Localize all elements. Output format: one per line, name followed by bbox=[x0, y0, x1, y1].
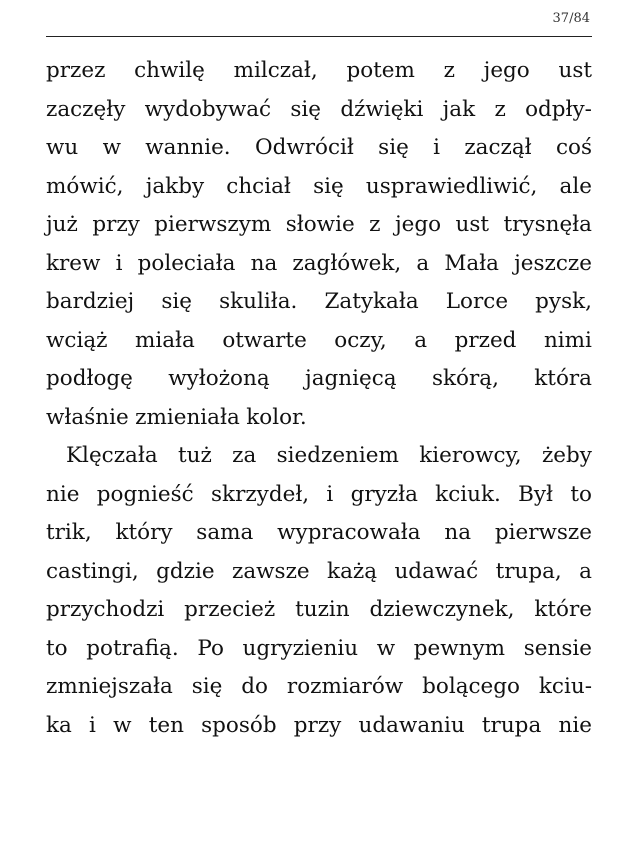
word: w bbox=[376, 635, 396, 661]
word: się bbox=[161, 289, 192, 314]
word: się bbox=[290, 96, 322, 122]
word: na bbox=[250, 250, 278, 276]
text-line bbox=[46, 322, 592, 361]
word: przy bbox=[92, 212, 140, 237]
word: chciał bbox=[226, 173, 291, 199]
word: ugryzieniu bbox=[242, 635, 359, 661]
word: przez bbox=[46, 58, 106, 83]
word: słowie bbox=[285, 212, 355, 237]
word: jakby bbox=[145, 173, 205, 199]
word: oczy, bbox=[334, 327, 387, 353]
word: nie bbox=[558, 712, 592, 738]
word: ka bbox=[46, 712, 72, 738]
text-line bbox=[46, 129, 592, 168]
header-divider bbox=[46, 36, 592, 37]
word: przed bbox=[454, 327, 517, 353]
word: to bbox=[570, 481, 592, 507]
word: sama bbox=[196, 520, 254, 545]
word: skórą, bbox=[431, 366, 499, 391]
word: w bbox=[113, 712, 132, 738]
word: przecież bbox=[184, 597, 276, 622]
word: udawać bbox=[394, 558, 479, 584]
word: gryzła bbox=[350, 481, 418, 507]
text-line bbox=[46, 168, 592, 207]
word: Klęczała bbox=[66, 443, 158, 468]
text-line bbox=[46, 476, 592, 515]
word: skuliła. bbox=[219, 289, 298, 314]
word: z bbox=[494, 96, 506, 122]
word: trupa bbox=[481, 712, 542, 738]
word: Zatykała bbox=[324, 289, 419, 314]
word: który bbox=[115, 520, 173, 545]
text-line bbox=[46, 668, 592, 707]
word: kierowcy, bbox=[419, 443, 522, 468]
word: mówić, bbox=[46, 173, 124, 199]
word: skrzydeł, bbox=[211, 481, 310, 507]
word: z bbox=[369, 212, 381, 237]
word: pognieść bbox=[96, 481, 194, 507]
word: na bbox=[444, 520, 472, 545]
word: zaczął bbox=[464, 135, 532, 160]
word: z bbox=[443, 58, 455, 83]
word: wypracowała bbox=[277, 520, 421, 545]
word: zawsze bbox=[232, 558, 310, 584]
word: trik, bbox=[46, 520, 92, 545]
text-line bbox=[46, 630, 592, 669]
word: nie bbox=[46, 481, 80, 507]
word: się bbox=[378, 135, 409, 160]
word: jego bbox=[483, 58, 530, 83]
word: nimi bbox=[543, 327, 592, 353]
word: kolor. bbox=[246, 404, 307, 430]
text-line bbox=[46, 553, 592, 592]
word: ust bbox=[455, 212, 490, 237]
word: otwarte bbox=[222, 327, 307, 353]
word: kciuk. bbox=[435, 481, 501, 507]
word: zaczęły bbox=[46, 96, 126, 122]
word: i bbox=[433, 135, 441, 160]
word: krew bbox=[46, 250, 101, 276]
text-line bbox=[46, 245, 592, 284]
word: tuzin bbox=[295, 597, 350, 622]
text-line bbox=[46, 707, 592, 746]
word: pierwszym bbox=[154, 212, 272, 237]
text-line bbox=[46, 437, 592, 476]
word: kciu- bbox=[538, 674, 592, 699]
text-line bbox=[46, 52, 592, 91]
word: każą bbox=[327, 558, 378, 584]
word: Lorce bbox=[445, 289, 509, 314]
word: za bbox=[232, 443, 257, 468]
word: w bbox=[102, 135, 121, 160]
word: wu bbox=[46, 135, 79, 160]
word: Był bbox=[518, 481, 554, 507]
text-line bbox=[46, 283, 592, 322]
word: ale bbox=[559, 173, 592, 199]
word: potem bbox=[346, 58, 415, 83]
word: podłogę bbox=[46, 366, 133, 391]
word: trupa, bbox=[495, 558, 562, 584]
text-line bbox=[46, 91, 592, 130]
word: a bbox=[414, 327, 428, 353]
body-text bbox=[46, 52, 592, 745]
word: wannie. bbox=[145, 135, 231, 160]
word: usprawiedliwić, bbox=[365, 173, 538, 199]
word: żeby bbox=[541, 443, 592, 468]
word: to bbox=[46, 635, 68, 661]
word: dźwięki bbox=[340, 96, 424, 122]
word: dziewczynek, bbox=[369, 597, 515, 622]
word: a bbox=[416, 250, 430, 276]
word: zmniejszała bbox=[46, 674, 173, 699]
word: a bbox=[579, 558, 592, 584]
word: już bbox=[46, 212, 78, 237]
word: zagłówek, bbox=[292, 250, 402, 276]
word: udawaniu bbox=[358, 712, 465, 738]
word: gdzie bbox=[156, 558, 215, 584]
text-line bbox=[46, 360, 592, 399]
word: potrafią. bbox=[86, 635, 179, 661]
word: bolącego bbox=[422, 674, 520, 699]
word: sensie bbox=[523, 635, 592, 661]
word: i bbox=[326, 481, 334, 507]
word: zmieniała bbox=[135, 404, 240, 430]
word: milczał, bbox=[233, 58, 318, 83]
word: pewnym bbox=[413, 635, 506, 661]
word: tuż bbox=[177, 443, 212, 468]
word: siedzeniem bbox=[276, 443, 399, 468]
word: sposób bbox=[201, 712, 277, 738]
text-line bbox=[46, 591, 592, 630]
word: pysk, bbox=[535, 289, 592, 314]
word: jagnięcą bbox=[305, 366, 397, 391]
word: i bbox=[89, 712, 96, 738]
word: poleciała bbox=[137, 250, 236, 276]
word: właśnie bbox=[46, 404, 129, 430]
word: rozmiarów bbox=[286, 674, 404, 699]
word: pierwsze bbox=[494, 520, 592, 545]
word: przychodzi bbox=[46, 597, 165, 622]
word: wydobywać bbox=[144, 96, 272, 122]
word: Mała bbox=[444, 250, 499, 276]
word: jeszcze bbox=[514, 250, 592, 276]
word: coś bbox=[555, 135, 592, 160]
word: do bbox=[241, 674, 268, 699]
text-line bbox=[46, 514, 592, 553]
word: castingi, bbox=[46, 558, 139, 584]
word: wciąż bbox=[46, 327, 108, 353]
page-counter: 37/84 bbox=[552, 11, 590, 26]
word: chwilę bbox=[134, 58, 205, 83]
text-line bbox=[46, 206, 592, 245]
word: jego bbox=[394, 212, 442, 237]
word: trysnęła bbox=[503, 212, 592, 237]
word: bardziej bbox=[46, 289, 135, 314]
word: się bbox=[313, 173, 344, 199]
word: ten bbox=[148, 712, 184, 738]
word: przy bbox=[293, 712, 342, 738]
word: Odwrócił bbox=[254, 135, 354, 160]
word: Po bbox=[197, 635, 224, 661]
word: które bbox=[534, 597, 592, 622]
word: miała bbox=[134, 327, 195, 353]
word: jak bbox=[442, 96, 476, 122]
word: wyłożoną bbox=[168, 366, 270, 391]
text-line bbox=[46, 399, 592, 438]
word: która bbox=[534, 366, 592, 391]
word: się bbox=[191, 674, 223, 699]
word: odpły- bbox=[525, 96, 592, 122]
word: ust bbox=[558, 58, 592, 83]
word: i bbox=[115, 250, 123, 276]
